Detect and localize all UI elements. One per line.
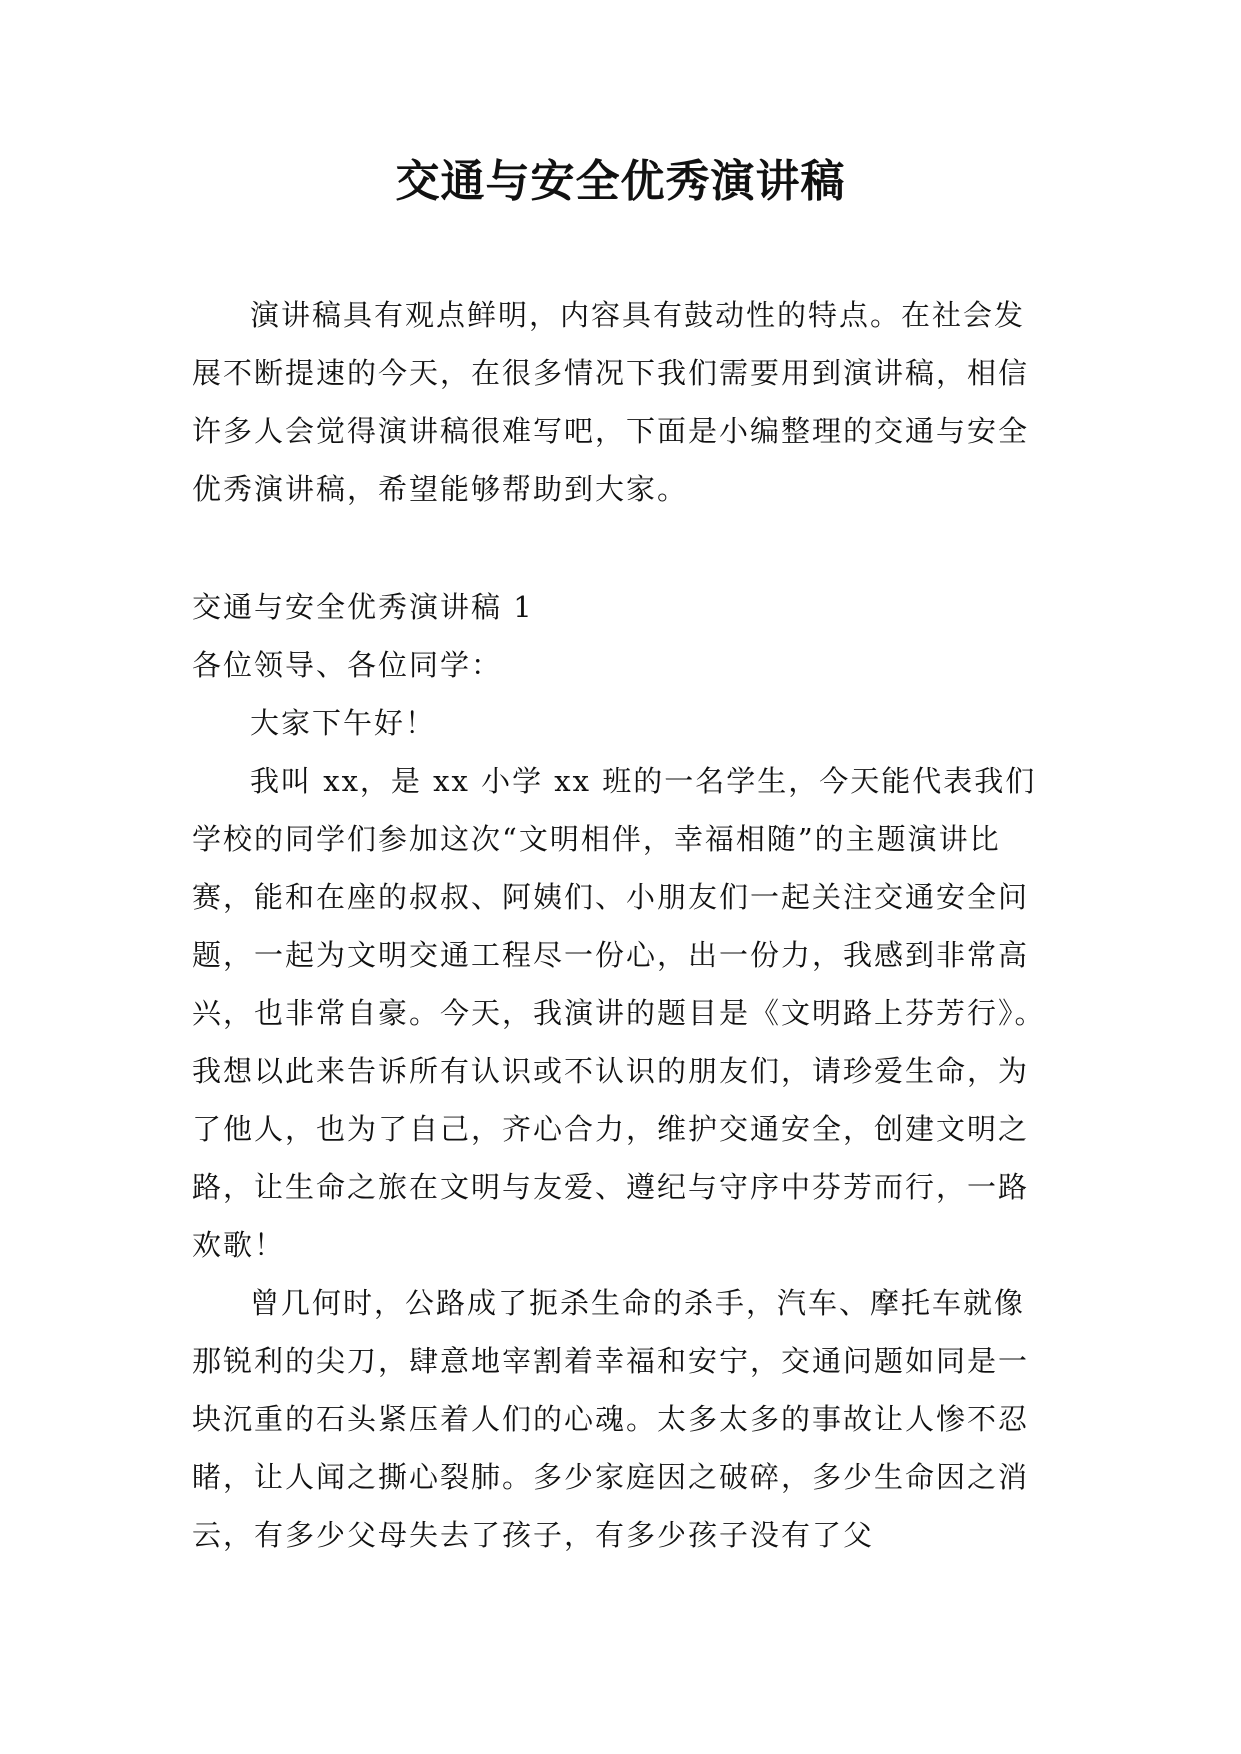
section-heading: 交通与安全优秀演讲稿 1 xyxy=(192,590,534,624)
intro-paragraph: 演讲稿具有观点鲜明，内容具有鼓动性的特点。在社会发展不断提速的今天，在很多情况下我们需要用到演讲稿，相信许多人会觉得演讲稿很难写吧，下面是小编整理的交通与安全优秀演讲稿，希望能够帮助到大家。 xyxy=(192,298,1030,506)
body-paragraph: 我叫 xx，是 xx 小学 xx 班的一名学生，今天能代表我们学校的同学们参加这次“文明相伴，幸福相随”的主题演讲比赛，能和在座的叔叔、阿姨们、小朋友们一起关注交通安全问题，一起为文明交通工程尽一份心，出一份力，我感到非常高兴，也非常自豪。今天，我演讲的题目是《文明路上芬芳行》。我想以此来告诉所有认识或不认识的朋友们，请珍爱生命，为了他人，也为了自己，齐心合力，维护交通安全，创建文明之路，让生命之旅在文明与友爱、遵纪与守序中芬芳而行，一路欢歌！ xyxy=(192,764,1046,1262)
body-paragraph: 曾几何时，公路成了扼杀生命的杀手，汽车、摩托车就像那锐利的尖刀，肆意地宰割着幸福和安宁，交通问题如同是一块沉重的石头紧压着人们的心魂。太多太多的事故让人惨不忍睹，让人闻之撕心裂肺。多少家庭因之破碎，多少生命因之消云，有多少父母失去了孩子，有多少孩子没有了父 xyxy=(192,1286,1030,1552)
salutation: 各位领导、各位同学： xyxy=(192,648,503,682)
greeting: 大家下午好！ xyxy=(250,706,437,740)
intro-block xyxy=(192,286,1050,518)
document-title: 交通与安全优秀演讲稿 xyxy=(395,156,846,207)
speech-block xyxy=(192,578,1050,1564)
